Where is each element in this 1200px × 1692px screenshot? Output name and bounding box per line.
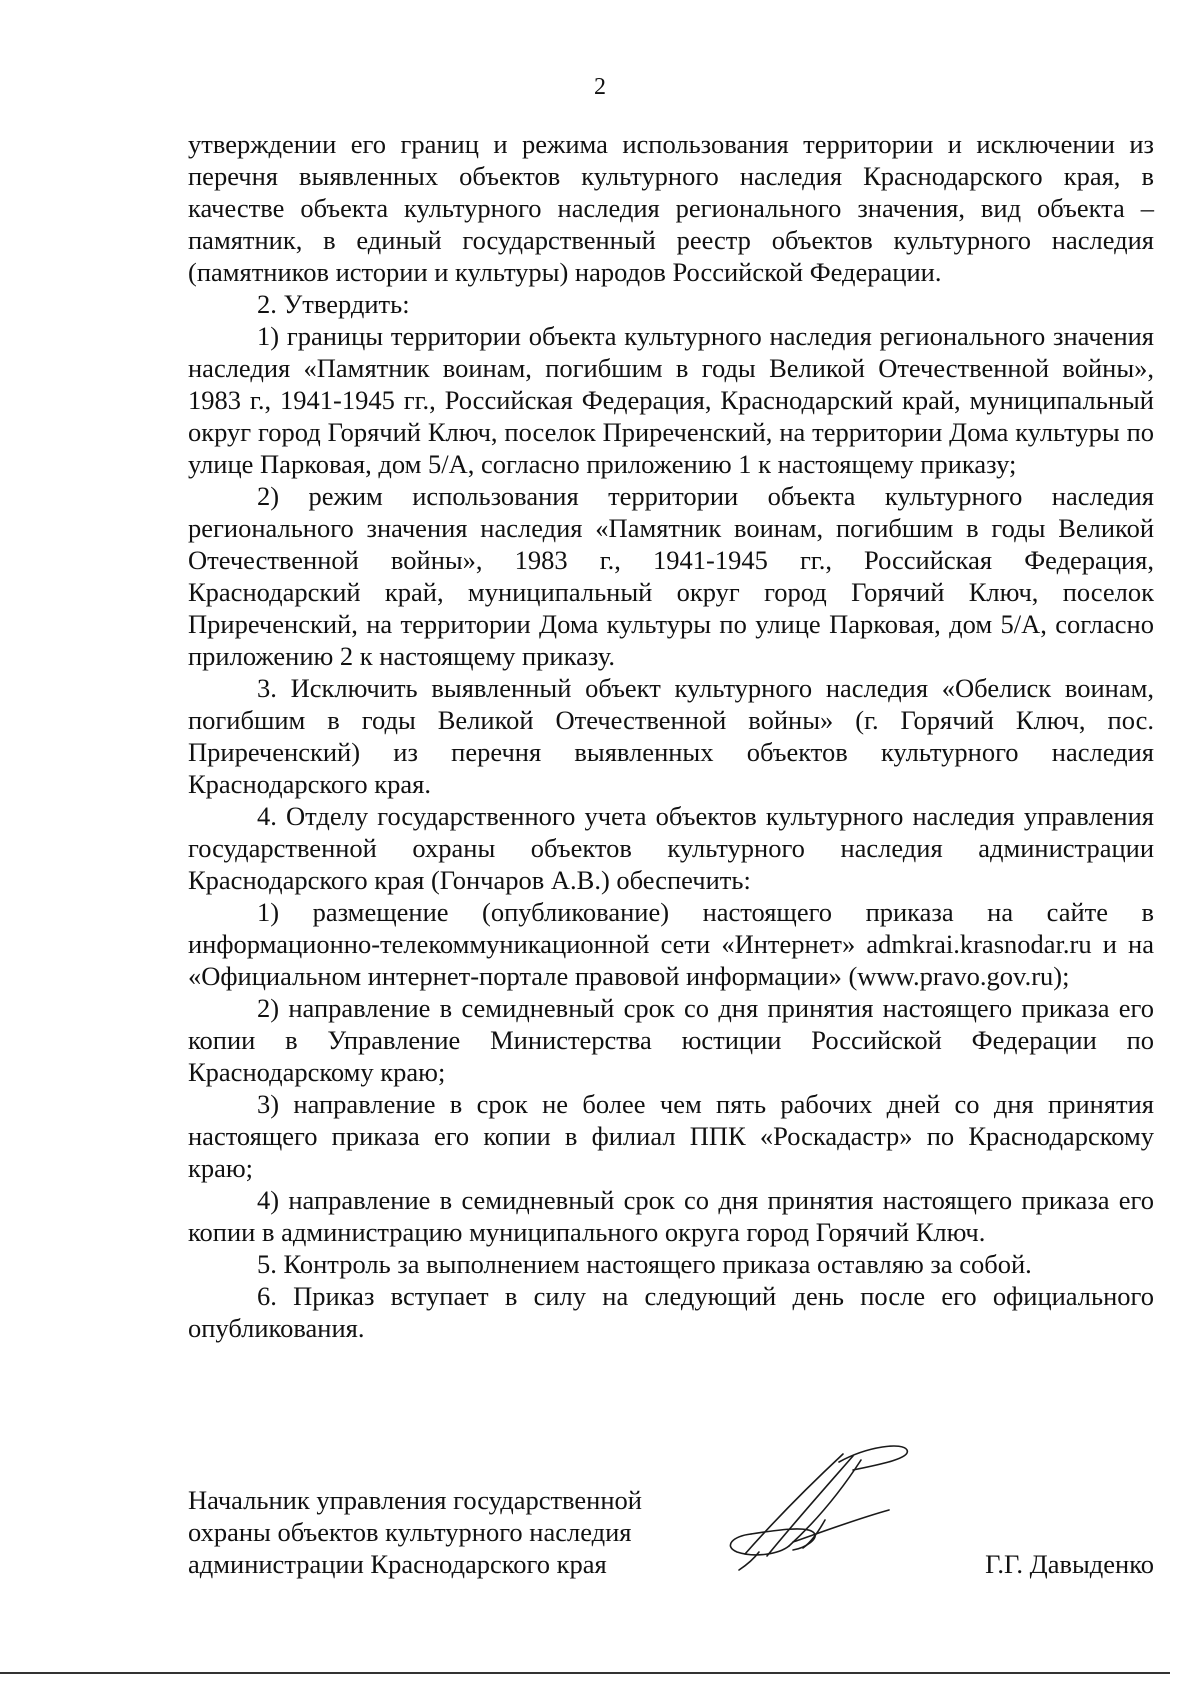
paragraph-item-4-2: 2) направление в семидневный срок со дня принятия настоящего приказа его копии в Управление Министерства юстиции Российской Федерации по Краснодарскому краю; <box>188 993 1154 1087</box>
paragraph-item-2: 2. Утвердить: <box>257 289 410 319</box>
paragraph-item-4-4: 4) направление в семидневный срок со дня принятия настоящего приказа его копии в администрацию муниципального округа город Горячий Ключ. <box>188 1185 1154 1247</box>
paragraph-item-4: 4. Отделу государственного учета объектов культурного наследия управления государственной охраны объектов культурного наследия администрации Краснодарского края (Гончаров А.В.) обеспечить: <box>188 801 1154 895</box>
document-body <box>188 128 1154 1344</box>
paragraph-item-6: 6. Приказ вступает в силу на следующий день после его официального опубликования. <box>188 1281 1154 1343</box>
paragraph-item-4-1: 1) размещение (опубликование) настоящего приказа на сайте в информационно-телекоммуникационной сети «Интернет» admkrai.krasnodar.ru и на «Официальном интернет-портале правовой информации» (www.pravo.gov.ru); <box>188 897 1154 991</box>
paragraph-item-4-3: 3) направление в срок не более чем пять рабочих дней со дня принятия настоящего приказа его копии в филиал ППК «Роскадастр» по Краснодарскому краю; <box>188 1089 1154 1183</box>
handwritten-signature <box>693 1424 928 1574</box>
page-number: 2 <box>594 74 606 100</box>
signature-block <box>188 1484 1154 1604</box>
signer-title-line: охраны объектов культурного наследия <box>188 1517 632 1547</box>
bottom-divider <box>0 1672 1170 1674</box>
signer-title <box>188 1484 708 1580</box>
paragraph-item-2-1: 1) границы территории объекта культурного наследия регионального значения наследия «Памятник воинам, погибшим в годы Великой Отечественной войны», 1983 г., 1941-1945 гг., Российская Федерация, Краснодарский край, муниципальный округ город Горячий Ключ, поселок Приреченский, на территории Дома культуры по улице Парковая, дом 5/А, согласно приложению 1 к настоящему приказу; <box>188 321 1154 479</box>
signer-title-line: Начальник управления государственной <box>188 1485 642 1515</box>
signer-name: Г.Г. Давыденко <box>985 1549 1154 1579</box>
paragraph-item-5: 5. Контроль за выполнением настоящего приказа оставляю за собой. <box>257 1249 1032 1279</box>
paragraph-item-2-2: 2) режим использования территории объекта культурного наследия регионального значения наследия «Памятник воинам, погибшим в годы Великой Отечественной войны», 1983 г., 1941-1945 гг., Российская Федерация, Краснодарский край, муниципальный округ город Горячий Ключ, поселок Приреченский, на территории Дома культуры по улице Парковая, дом 5/А, согласно приложению 2 к настоящему приказу. <box>188 481 1154 671</box>
paragraph-item-3: 3. Исключить выявленный объект культурного наследия «Обелиск воинам, погибшим в годы Великой Отечественной войны» (г. Горячий Ключ, пос. Приреченский) из перечня выявленных объектов культурного наследия Краснодарского края. <box>188 673 1154 799</box>
paragraph-continuation: утверждении его границ и режима использования территории и исключении из перечня выявленных объектов культурного наследия Краснодарского края, в качестве объекта культурного наследия регионального значения, вид объекта – памятник, в единый государственный реестр объектов культурного наследия (памятников истории и культуры) народов Российской Федерации. <box>188 129 1154 287</box>
signer-title-line: администрации Краснодарского края <box>188 1549 607 1579</box>
